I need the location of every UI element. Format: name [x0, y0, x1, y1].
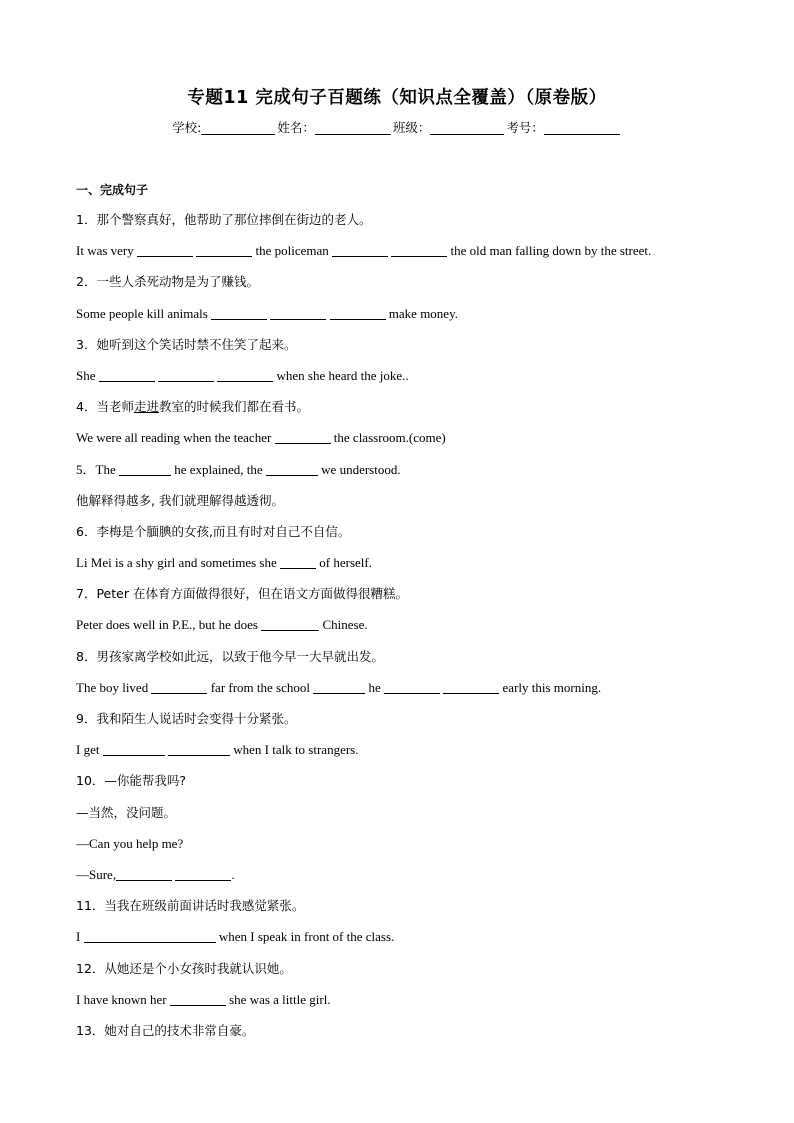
question-7-english: Peter does well in P.E., but he does Chinese.: [76, 617, 368, 633]
question-10-english: —Can you help me?: [76, 835, 184, 851]
answer-blank[interactable]: [391, 243, 447, 257]
answer-blank[interactable]: [280, 555, 316, 569]
answer-blank[interactable]: [330, 306, 386, 320]
answer-blank[interactable]: [151, 680, 207, 694]
question-4-english: We were all reading when the teacher the classroom.(come): [76, 430, 446, 446]
answer-blank[interactable]: [384, 680, 440, 694]
answer-blank[interactable]: [196, 243, 252, 257]
answer-blank[interactable]: [116, 867, 172, 881]
answer-blank[interactable]: [266, 462, 318, 476]
question-13-chinese: 13．她对自己的技术非常自豪。: [76, 1022, 255, 1038]
question-4-chinese: 4．当老师走进教室的时候我们都在看书。: [76, 399, 309, 415]
class-blank[interactable]: [430, 120, 504, 135]
question-9-english: I get when I talk to strangers.: [76, 742, 359, 758]
answer-blank[interactable]: [175, 867, 231, 881]
answer-blank[interactable]: [211, 306, 267, 320]
question-3-english: She when she heard the joke..: [76, 367, 409, 383]
answer-blank[interactable]: [99, 368, 155, 382]
section-heading: 一、完成句子: [76, 183, 149, 197]
question-9-chinese: 9．我和陌生人说话时会变得十分紧张。: [76, 711, 297, 726]
school-label: 学校:: [172, 120, 202, 135]
answer-blank[interactable]: [84, 929, 216, 943]
student-info-line: [0, 118, 794, 136]
answer-blank[interactable]: [275, 430, 331, 444]
answer-blank[interactable]: [270, 306, 326, 320]
question-7-chinese: 7．Peter 在体育方面做得很好，但在语文方面做得很糟糕。: [76, 586, 408, 602]
question-8-chinese: 8．男孩家离学校如此远，以致于他今早一大早就出发。: [76, 648, 384, 664]
question-10-chinese-reply: —当然，没问题。: [76, 804, 177, 820]
exam-no-blank[interactable]: [544, 120, 620, 135]
answer-blank[interactable]: [443, 680, 499, 694]
question-6-chinese: 6．李梅是个腼腆的女孩,而且有时对自己不自信。: [76, 523, 351, 539]
question-10-english-reply: —Sure, .: [76, 866, 235, 882]
answer-blank[interactable]: [137, 243, 193, 257]
question-12-english: I have known her she was a little girl.: [76, 991, 331, 1007]
name-blank[interactable]: [315, 120, 391, 135]
question-6-english: Li Mei is a shy girl and sometimes she of herself.: [76, 555, 372, 571]
question-2-english: Some people kill animals make money.: [76, 305, 458, 321]
exam-no-label: 考号：: [506, 120, 544, 135]
question-12-chinese: 12．从她还是个小女孩时我就认识她。: [76, 960, 292, 976]
name-label: 姓名：: [277, 120, 315, 135]
answer-blank[interactable]: [168, 742, 230, 756]
answer-blank[interactable]: [119, 462, 171, 476]
question-5-english: 5．The he explained, the we understood.: [76, 461, 401, 477]
answer-blank[interactable]: [217, 368, 273, 382]
answer-blank[interactable]: [313, 680, 365, 694]
school-blank[interactable]: [201, 120, 275, 135]
question-8-english: The boy lived far from the school he early this morning.: [76, 679, 602, 695]
question-5-chinese: 他解释得越多, 我们就理解得越透彻。: [76, 492, 284, 508]
question-11-chinese: 11．当我在班级前面讲话时我感觉紧张。: [76, 898, 305, 914]
document-title: 专题11 完成句子百题练（知识点全覆盖）（原卷版）: [187, 88, 607, 108]
question-11-english: I when I speak in front of the class.: [76, 929, 395, 945]
answer-blank[interactable]: [170, 992, 226, 1006]
question-2-chinese: 2．一些人杀死动物是为了赚钱。: [76, 274, 259, 290]
question-1-chinese: 1．那个警察真好，他帮助了那位摔倒在街边的老人。: [76, 212, 372, 227]
question-list: [76, 182, 736, 1053]
answer-blank[interactable]: [332, 243, 388, 257]
answer-blank[interactable]: [158, 368, 214, 382]
question-1-english: It was very the policeman the old man falling down by the street.: [76, 243, 652, 259]
underlined-keyword: 走进: [133, 399, 159, 415]
question-3-chinese: 3．她听到这个笑话时禁不住笑了起来。: [76, 336, 297, 352]
answer-blank[interactable]: [261, 617, 319, 631]
answer-blank[interactable]: [103, 742, 165, 756]
question-10-chinese: 10．—你能帮我吗?: [76, 773, 187, 789]
class-label: 班级：: [392, 120, 431, 135]
